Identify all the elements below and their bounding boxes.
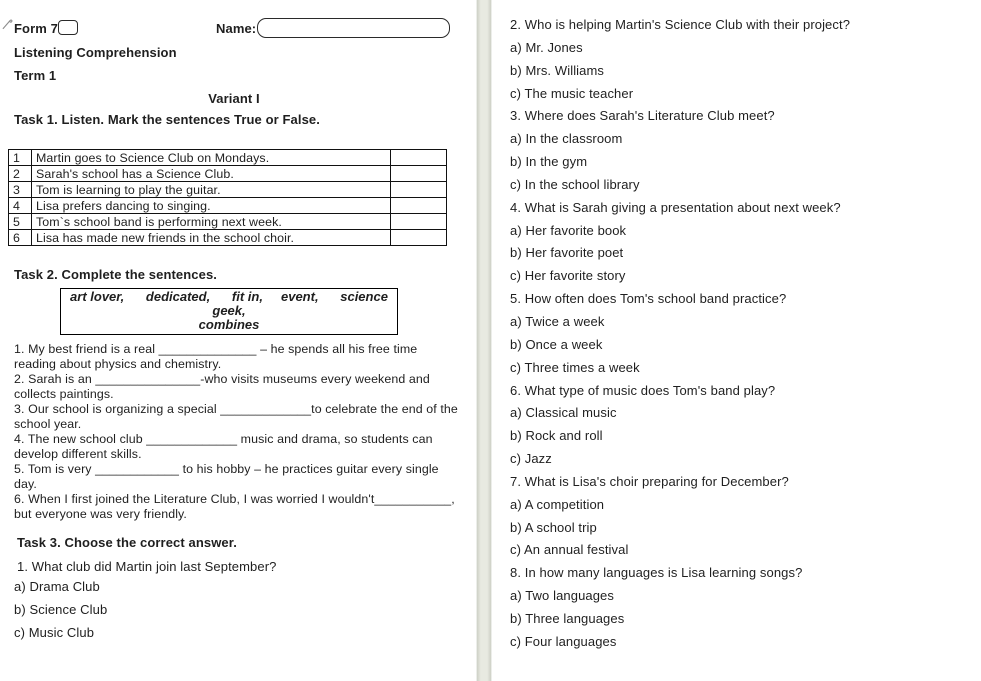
answer-option: b) Her favorite poet: [510, 245, 624, 261]
answer-option: c) The music teacher: [510, 85, 634, 101]
name-input[interactable]: [257, 18, 450, 38]
row-text: Tom is learning to play the guitar.: [32, 182, 391, 198]
answer-option: a) Mr. Jones: [510, 39, 583, 55]
fill-in-sentence: 3. Our school is organizing a special _____________to celebrate the end of the school year.: [14, 402, 458, 431]
task3-question-1-options: [14, 575, 314, 644]
task3-heading: Task 3. Choose the correct answer.: [17, 535, 237, 550]
anchor-icon: [1, 18, 13, 30]
answer-option: b) Mrs. Williams: [510, 62, 605, 78]
answer-option: b) Rock and roll: [510, 428, 603, 444]
row-answer-cell[interactable]: [391, 198, 447, 214]
term-label: Term 1: [14, 68, 57, 83]
word-bank-line-1: art lover, dedicated, fit in, event, science geek,: [70, 289, 392, 318]
row-text: Martin goes to Science Club on Mondays.: [32, 150, 391, 166]
fill-in-sentence: 2. Sarah is an _______________-who visits museums every weekend and collects paintings.: [14, 372, 430, 401]
row-number: 5: [9, 214, 32, 230]
row-text: Sarah's school has a Science Club.: [32, 166, 391, 182]
table-row: [9, 182, 447, 198]
question: 8. In how many languages is Lisa learning songs?: [510, 565, 803, 581]
page-divider: [476, 0, 492, 681]
doc-title: Listening Comprehension: [14, 45, 177, 60]
variant-heading: Variant I: [208, 91, 260, 106]
row-number: 1: [9, 150, 32, 166]
question: 7. What is Lisa's choir preparing for December?: [510, 473, 789, 489]
fill-in-sentence: 4. The new school club _____________ music and drama, so students can develop different skills.: [14, 432, 433, 461]
row-number: 4: [9, 198, 32, 214]
fill-in-sentence: 1. My best friend is a real ______________ – he spends all his free time reading about physics and chemistry.: [14, 342, 418, 371]
answer-option: b) A school trip: [510, 519, 597, 535]
answer-option: c) Four languages: [510, 633, 617, 649]
answer-option: a) Twice a week: [510, 313, 605, 329]
answer-option: a) Drama Club: [14, 579, 100, 594]
question: 6. What type of music does Tom's band play?: [510, 382, 776, 398]
word-bank: [60, 288, 398, 335]
answer-option: c) Three times a week: [510, 359, 640, 375]
row-text: Lisa prefers dancing to singing.: [32, 198, 391, 214]
table-row: [9, 166, 447, 182]
answer-option: a) Her favorite book: [510, 222, 627, 238]
task2-sentences: [14, 342, 460, 522]
row-number: 3: [9, 182, 32, 198]
name-label: Name:: [216, 21, 257, 36]
row-text: Lisa has made new friends in the school choir.: [32, 230, 391, 246]
form-label: Form 7: [14, 21, 58, 36]
answer-option: c) An annual festival: [510, 542, 629, 558]
question: 5. How often does Tom's school band practice?: [510, 291, 787, 307]
answer-option: b) In the gym: [510, 154, 588, 170]
row-answer-cell[interactable]: [391, 182, 447, 198]
question: 3. Where does Sarah's Literature Club meet?: [510, 108, 775, 124]
answer-option: c) Her favorite story: [510, 268, 626, 284]
row-answer-cell[interactable]: [391, 230, 447, 246]
answer-option: a) Classical music: [510, 405, 617, 421]
true-false-table: [8, 149, 447, 246]
row-text: Tom`s school band is performing next week.: [32, 214, 391, 230]
answer-option: c) Jazz: [510, 451, 552, 467]
row-number: 6: [9, 230, 32, 246]
task1-heading: Task 1. Listen. Mark the sentences True or False.: [14, 112, 320, 127]
answer-option: c) In the school library: [510, 176, 640, 192]
answer-option: a) A competition: [510, 496, 605, 512]
row-answer-cell[interactable]: [391, 150, 447, 166]
fill-in-sentence: 6. When I first joined the Literature Club, I was worried I wouldn't___________, but everyone was very friendly.: [14, 492, 455, 521]
task2-heading: Task 2. Complete the sentences.: [14, 267, 217, 282]
answer-option: b) Science Club: [14, 602, 108, 617]
task3-question-1: 1. What club did Martin join last September?: [17, 559, 277, 574]
page-1: [0, 0, 476, 681]
table-row: [9, 214, 447, 230]
row-number: 2: [9, 166, 32, 182]
question: 2. Who is helping Martin's Science Club with their project?: [510, 17, 851, 32]
answer-option: b) Once a week: [510, 336, 603, 352]
row-answer-cell[interactable]: [391, 214, 447, 230]
row-answer-cell[interactable]: [391, 166, 447, 182]
page-2: [492, 0, 981, 681]
answer-option: a) In the classroom: [510, 131, 623, 147]
fill-in-sentence: 5. Tom is very ____________ to his hobby – he practices guitar every single day.: [14, 462, 439, 491]
question: 4. What is Sarah giving a presentation about next week?: [510, 199, 841, 215]
form-checkbox[interactable]: [58, 20, 78, 35]
table-row: [9, 230, 447, 246]
table-row: [9, 198, 447, 214]
answer-option: b) Three languages: [510, 610, 625, 626]
answer-option: a) Two languages: [510, 588, 614, 604]
table-row: [9, 150, 447, 166]
answer-option: c) Music Club: [14, 625, 95, 640]
word-bank-line-2: combines: [198, 317, 260, 332]
